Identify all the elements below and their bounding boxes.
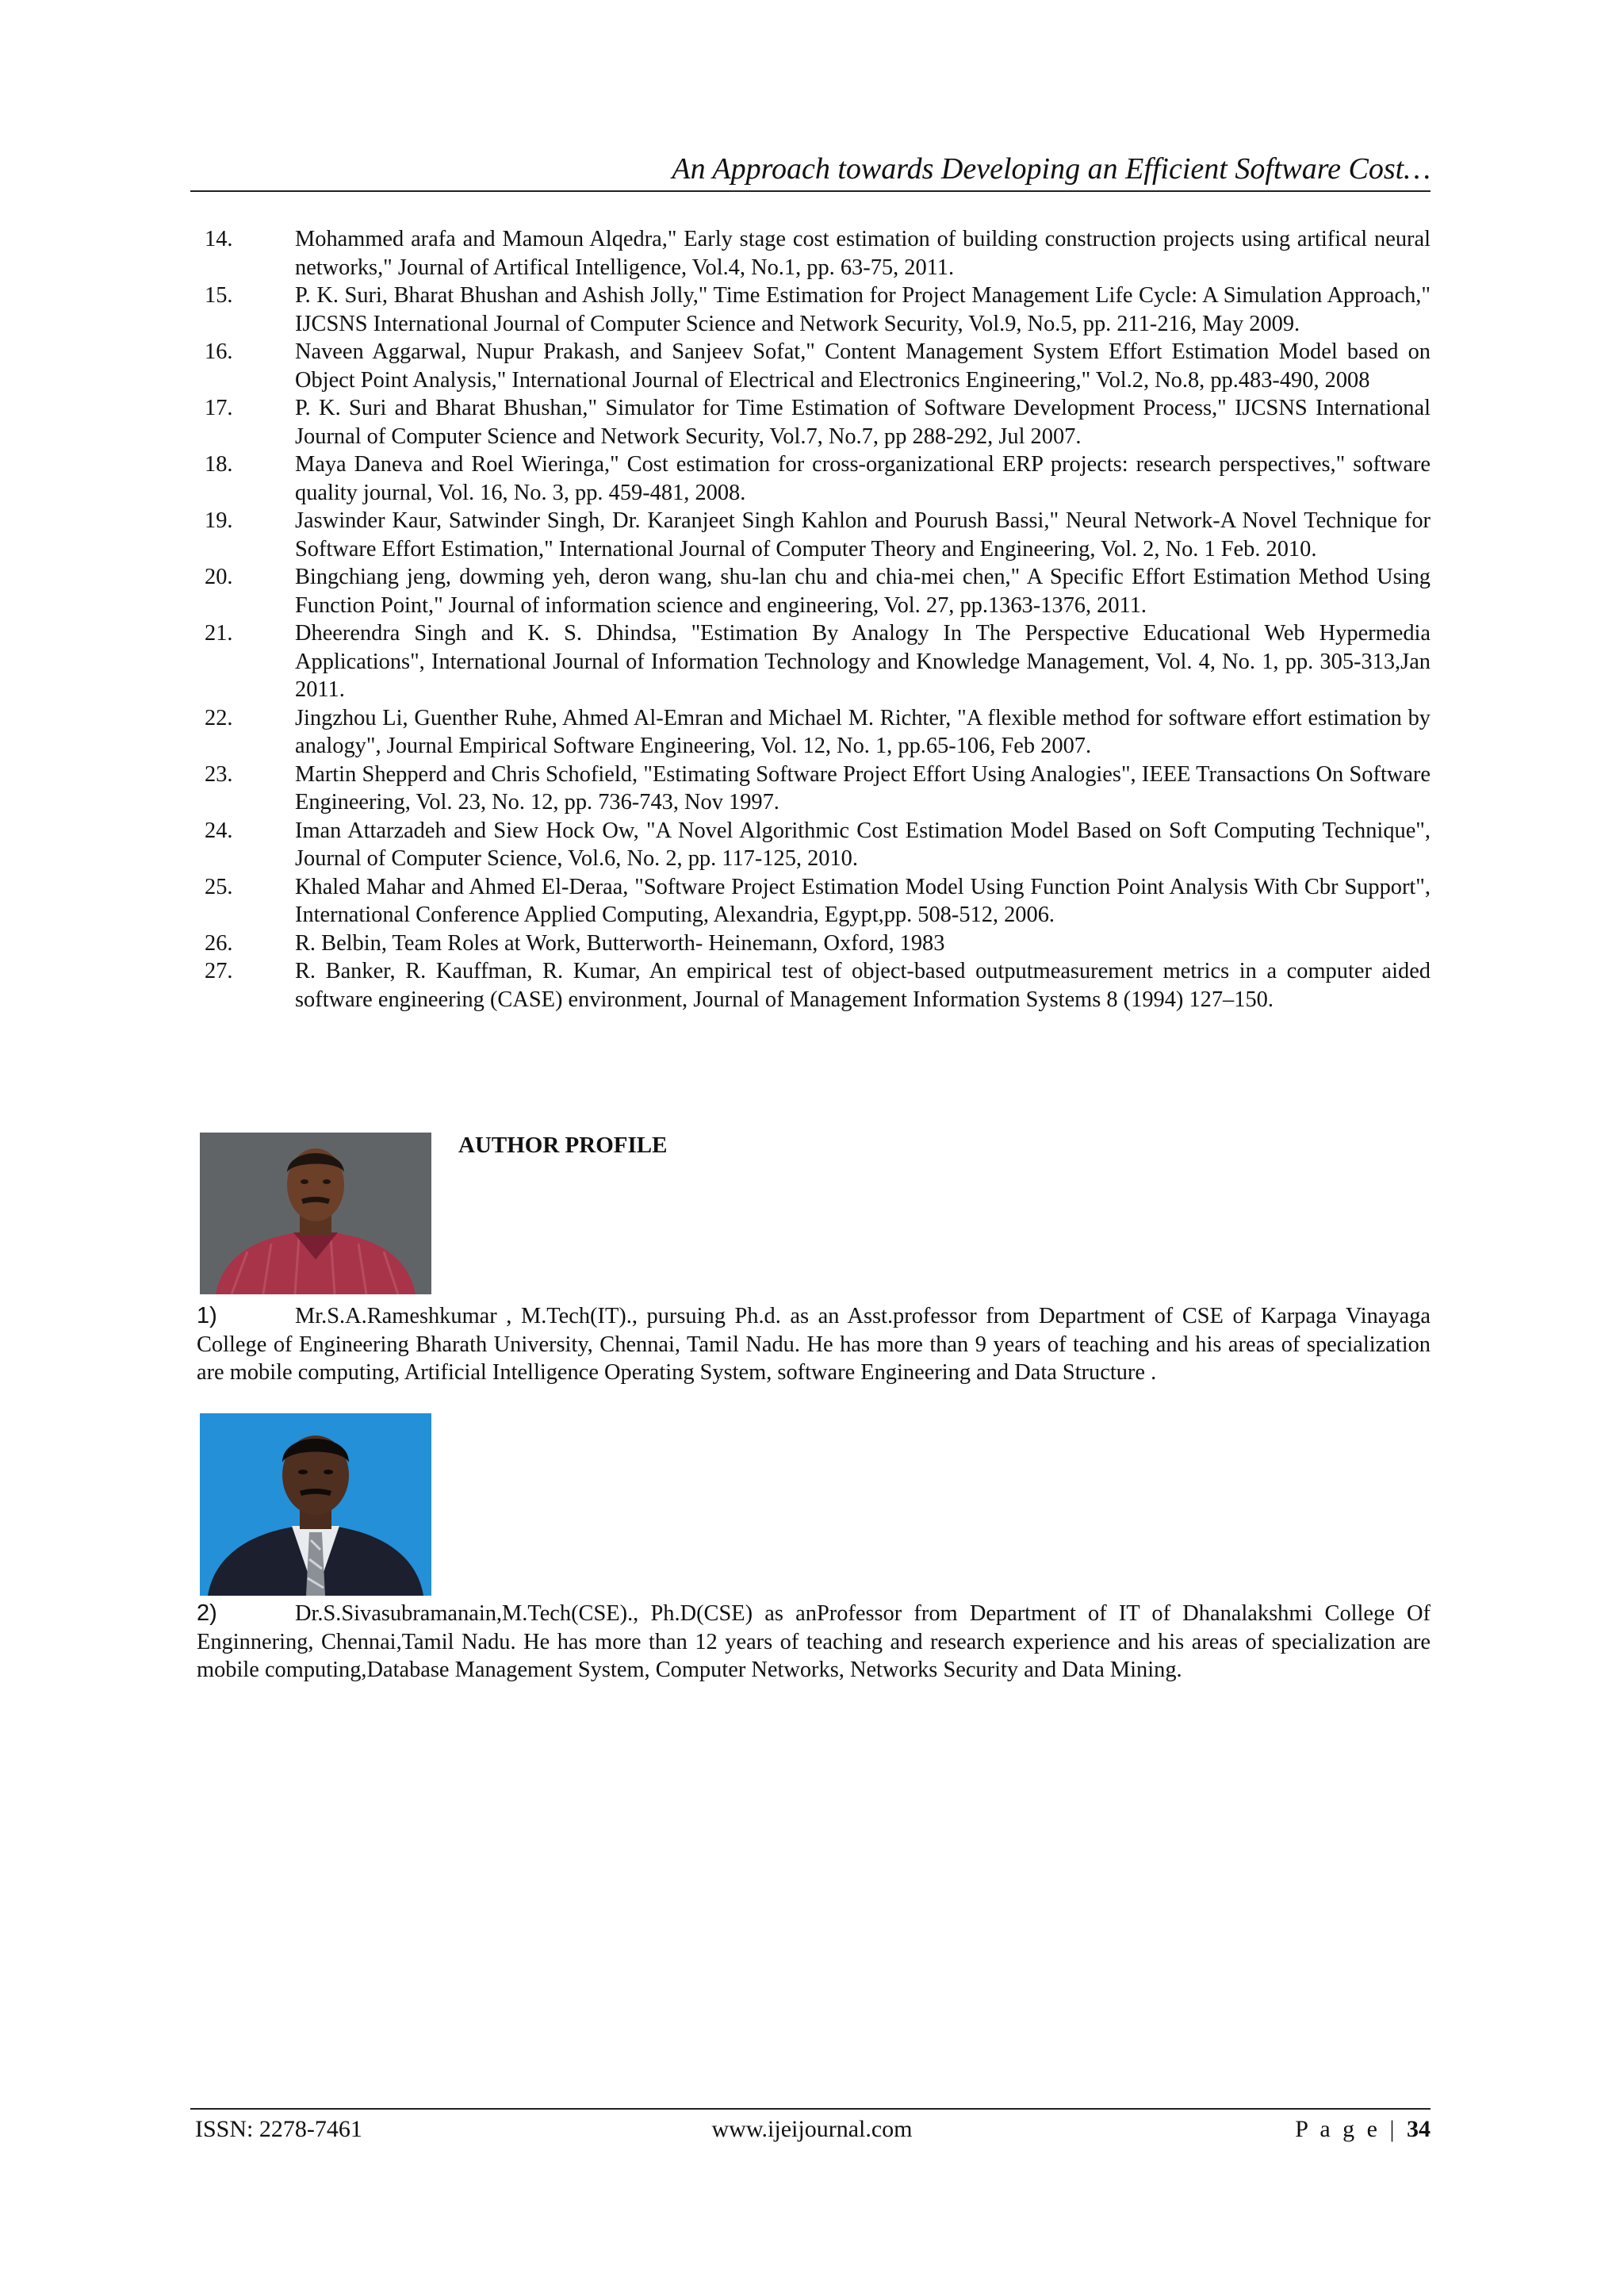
- reference-item: [198, 563, 1431, 619]
- header-divider: [190, 190, 1431, 192]
- reference-item: [198, 817, 1431, 873]
- reference-number: 20.: [205, 565, 233, 589]
- author-1-bio: [197, 1302, 1431, 1387]
- reference-item: [198, 930, 1431, 958]
- reference-text: Dheerendra Singh and K. S. Dhindsa, "Estimation By Analogy In The Perspective Educational Web Hypermedia Applications", International Journal of Information Technology and Knowledge Management, Vol. 4, No. 1, pp. 305-313,Jan 2011.: [295, 621, 1431, 702]
- footer-url: www.ijeijournal.com: [711, 2116, 913, 2142]
- reference-item: [198, 761, 1431, 817]
- reference-text: Khaled Mahar and Ahmed El-Deraa, "Software Project Estimation Model Using Function Point Analysis With Cbr Support", International Conference Applied Computing, Alexandria, Egypt,pp. 508-512, 2006.: [295, 874, 1431, 927]
- author-2-portrait-icon: [200, 1413, 431, 1596]
- footer-page-number: 34: [1407, 2116, 1431, 2142]
- reference-text: R. Belbin, Team Roles at Work, Butterworth- Heinemann, Oxford, 1983: [295, 930, 945, 956]
- reference-text: Naveen Aggarwal, Nupur Prakash, and Sanjeev Sofat," Content Management System Effort Estimation Model based on Object Point Analysis," International Journal of Electrical and Electronics Engineering," Vol.2, No.8, pp.483-490, 2008: [295, 339, 1431, 393]
- reference-number: 23.: [205, 761, 233, 787]
- reference-item: [198, 704, 1431, 761]
- reference-item: [198, 619, 1431, 704]
- reference-item: [198, 225, 1431, 282]
- author-1-bio-text: Mr.S.A.Rameshkumar , M.Tech(IT)., pursuing Ph.d. as an Asst.professor from Department of CSE of Karpaga Vinayaga College of Engineering Bharath University, Chennai, Tamil Nadu. He has more than 9 years of teaching and his areas of specialization are mobile computing, Artificial Intelligence Operating System, software Engineering and Data Structure .: [197, 1304, 1431, 1385]
- reference-item: [198, 957, 1431, 1014]
- reference-number: 24.: [205, 818, 233, 843]
- reference-number: 26.: [205, 930, 233, 956]
- footer-page: [1295, 2114, 1431, 2145]
- reference-number: 15.: [205, 283, 233, 308]
- reference-number: 22.: [205, 705, 233, 730]
- author-2-photo: [200, 1413, 431, 1596]
- reference-text: Maya Daneva and Roel Wieringa," Cost estimation for cross-organizational ERP projects: research perspectives," software quality journal, Vol. 16, No. 3, pp. 459-481, 2008.: [295, 452, 1431, 505]
- reference-item: [198, 282, 1431, 338]
- reference-item: [198, 450, 1431, 507]
- author-1-portrait-icon: [200, 1133, 431, 1294]
- reference-text: Bingchiang jeng, dowming yeh, deron wang, shu-lan chu and chia-mei chen," A Specific Effort Estimation Method Using Function Point," Journal of information science and engineering, Vol. 27, pp.1363-1376, 2011.: [295, 565, 1431, 618]
- author-1-photo: [200, 1133, 431, 1294]
- reference-text: Iman Attarzadeh and Siew Hock Ow, "A Novel Algorithmic Cost Estimation Model Based on Soft Computing Technique", Journal of Computer Science, Vol.6, No. 2, pp. 117-125, 2010.: [295, 818, 1431, 871]
- reference-number: 27.: [205, 959, 233, 983]
- reference-text: Jaswinder Kaur, Satwinder Singh, Dr. Karanjeet Singh Kahlon and Pourush Bassi," Neural Network-A Novel Technique for Software Effort Estimation," International Journal of Computer Theory and Engineering, Vol. 2, No. 1 Feb. 2010.: [295, 508, 1431, 562]
- author-1-number: 1): [197, 1303, 217, 1328]
- reference-item: [198, 338, 1431, 394]
- reference-number: 14.: [205, 227, 233, 251]
- reference-number: 25.: [205, 874, 233, 899]
- reference-number: 19.: [205, 508, 233, 533]
- author-profile-heading: AUTHOR PROFILE: [458, 1133, 668, 1158]
- reference-text: P. K. Suri and Bharat Bhushan," Simulator for Time Estimation of Software Development Process," IJCSNS International Journal of Computer Science and Network Security, Vol.7, No.7, pp 288-292, Jul 2007.: [295, 396, 1431, 449]
- running-header-title: An Approach towards Developing an Efficient Software Cost…: [672, 152, 1431, 186]
- reference-text: Jingzhou Li, Guenther Ruhe, Ahmed Al-Emran and Michael M. Richter, "A flexible method for software effort estimation by analogy", Journal Empirical Software Engineering, Vol. 12, No. 1, pp.65-106, Feb 2007.: [295, 705, 1431, 758]
- reference-number: 17.: [205, 396, 233, 420]
- footer-issn: ISSN: 2278-7461: [195, 2116, 362, 2142]
- author-2-bio: [197, 1600, 1431, 1685]
- footer-divider: [190, 2108, 1431, 2110]
- reference-number: 18.: [205, 452, 233, 477]
- reference-number: 16.: [205, 339, 233, 364]
- reference-text: P. K. Suri, Bharat Bhushan and Ashish Jolly," Time Estimation for Project Management Life Cycle: A Simulation Approach," IJCSNS International Journal of Computer Science and Network Security, Vol.9, No.5, pp. 211-216, May 2009.: [295, 283, 1431, 336]
- reference-number: 21.: [205, 621, 233, 646]
- reference-text: Martin Shepperd and Chris Schofield, "Estimating Software Project Effort Using Analogies", IEEE Transactions On Software Engineering, Vol. 23, No. 12, pp. 736-743, Nov 1997.: [295, 761, 1431, 815]
- reference-item: [198, 873, 1431, 930]
- reference-item: [198, 507, 1431, 563]
- footer-page-label: P a g e |: [1295, 2116, 1398, 2142]
- author-2-number: 2): [197, 1600, 217, 1626]
- reference-list: [198, 225, 1431, 1014]
- author-2-bio-text: Dr.S.Sivasubramanain,M.Tech(CSE)., Ph.D(CSE) as anProfessor from Department of IT of Dhanalakshmi College Of Enginnering, Chennai,Tamil Nadu. He has more than 12 years of teaching and research experience and his areas of specialization are mobile computing,Database Management System, Computer Networks, Networks Security and Data Mining.: [197, 1601, 1431, 1682]
- reference-text: R. Banker, R. Kauffman, R. Kumar, An empirical test of object-based outputmeasurement metrics in a computer aided software engineering (CASE) environment, Journal of Management Information Systems 8 (1994) 127–150.: [295, 959, 1431, 1012]
- reference-text: Mohammed arafa and Mamoun Alqedra," Early stage cost estimation of building construction projects using artifical neural networks," Journal of Artifical Intelligence, Vol.4, No.1, pp. 63-75, 2011.: [295, 227, 1431, 280]
- reference-item: [198, 394, 1431, 450]
